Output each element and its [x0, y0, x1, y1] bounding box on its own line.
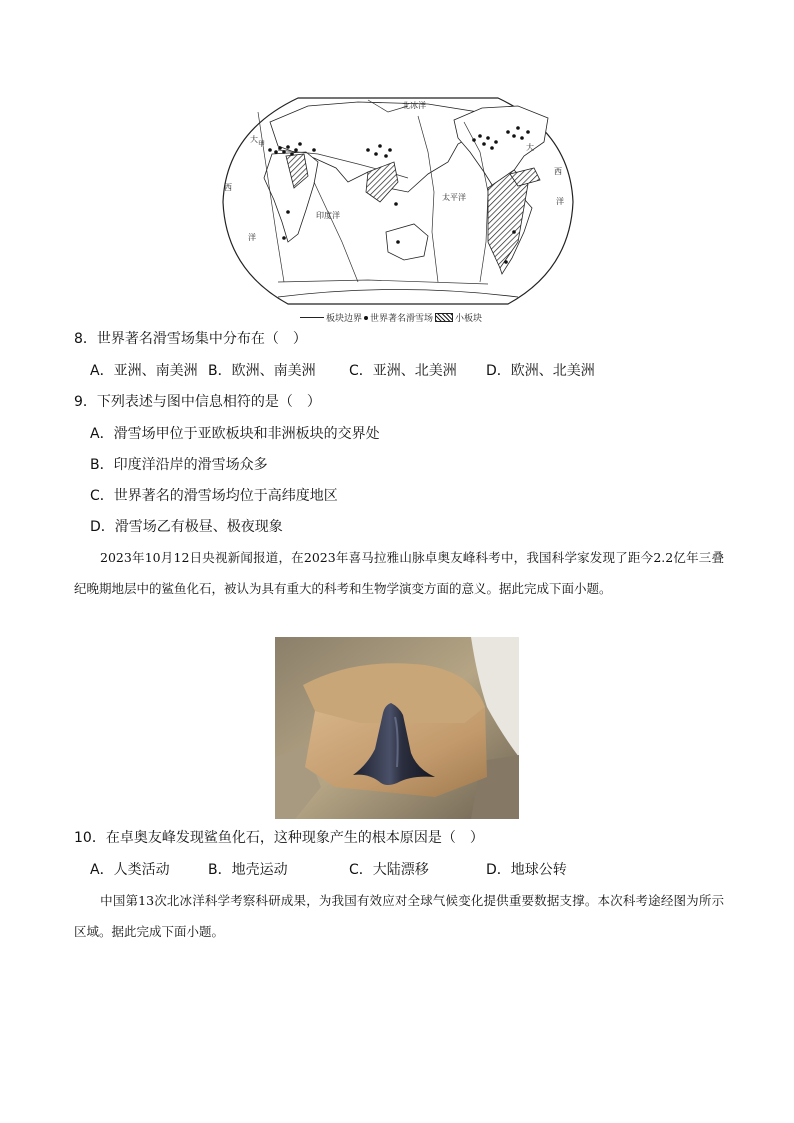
ski-resort-dot [520, 136, 524, 140]
ski-resort-dot [486, 136, 490, 140]
legend-plate-hatch [435, 313, 453, 322]
q10-option-a: A．人类活动 [90, 862, 170, 878]
legend-resort-dot [364, 316, 368, 320]
ski-resort-dot [378, 144, 382, 148]
world-plate-map [218, 92, 578, 324]
passage-shark-fossil [74, 542, 724, 604]
passage-arctic-expedition [74, 885, 724, 947]
legend-boundary-label: 板块边界 [326, 314, 363, 324]
ski-resort-dot [278, 146, 282, 150]
ski-resort-dot [298, 142, 302, 146]
ski-resort-dot [482, 142, 486, 146]
ski-resort-dot [312, 148, 316, 152]
ski-resort-dot [490, 146, 494, 150]
question-8-stem: 8．世界著名滑雪场集中分布在（ ） [74, 331, 307, 347]
label-pacific: 太平洋 [442, 193, 466, 202]
label-atlantic-east-2: 西 [554, 167, 562, 176]
ski-resort-dot [504, 260, 508, 264]
ski-resort-dot [472, 138, 476, 142]
ski-resort-dot [388, 148, 392, 152]
q8-option-a: A．亚洲、南美洲 [90, 363, 198, 379]
ski-resort-dot [526, 130, 530, 134]
q8-option-c: C．亚洲、北美洲 [349, 363, 457, 379]
ski-resort-dot [290, 152, 294, 156]
legend-resort-label: 世界著名滑雪场 [370, 314, 434, 324]
ski-resort-dot [286, 210, 290, 214]
ski-resort-dot [512, 230, 516, 234]
ski-resort-dot [286, 145, 290, 149]
question-10-stem: 10．在卓奥友峰发现鲨鱼化石，这种现象产生的根本原因是（ ） [74, 830, 484, 846]
q9-option-d: D．滑雪场乙有极昼、极夜现象 [90, 519, 283, 535]
q8-option-b: B．欧洲、南美洲 [208, 363, 316, 379]
question-9-stem: 9．下列表述与图中信息相符的是（ ） [74, 394, 321, 410]
label-atlantic-east-3: 洋 [556, 197, 564, 206]
label-atlantic-west-1: 大 [250, 135, 258, 144]
q8-option-d: D．欧洲、北美洲 [486, 363, 595, 379]
ski-resort-dot [506, 130, 510, 134]
ski-resort-dot [478, 134, 482, 138]
passage-shark-fossil-text: 2023年10月12日央视新闻报道，在2023年喜马拉雅山脉卓奥友峰科考中，我国科学家发现了距今2.2亿年三叠纪晚期地层中的鲨鱼化石，被认为具有重大的科考和生物学演变方面的意义。据此完成下面小题。 [74, 550, 724, 596]
passage-arctic-expedition-text: 中国第13次北冰洋科学考察科研成果，为我国有效应对全球气候变化提供重要数据支撑。本次科考途经图为所示区域。据此完成下面小题。 [74, 893, 724, 939]
ski-resort-dot [282, 236, 286, 240]
q10-option-d: D．地球公转 [486, 862, 567, 878]
ski-resort-dot [494, 140, 498, 144]
q10-option-c: C．大陆漂移 [349, 862, 429, 878]
ski-resort-dot [274, 150, 278, 154]
ski-resort-dot [374, 152, 378, 156]
legend-boundary-line [300, 317, 324, 318]
ski-resort-dot [396, 240, 400, 244]
shark-fossil-photo [275, 637, 519, 819]
ski-resort-dot [268, 148, 272, 152]
ski-resort-dot [282, 150, 286, 154]
q9-option-a: A．滑雪场甲位于亚欧板块和非洲板块的交界处 [90, 426, 380, 442]
ski-resort-dot [366, 148, 370, 152]
q9-option-c: C．世界著名的滑雪场均位于高纬度地区 [90, 488, 338, 504]
label-point-jia: 甲 [258, 140, 265, 148]
ski-resort-dot [512, 134, 516, 138]
label-atlantic-east-1: 大 [526, 143, 534, 152]
ski-resort-dot [384, 154, 388, 158]
label-atlantic-west-2: 西 [224, 183, 232, 192]
ski-resort-dot [394, 202, 398, 206]
legend-plate-label: 小板块 [455, 314, 483, 324]
ski-resort-dot [294, 148, 298, 152]
q9-option-b: B．印度洋沿岸的滑雪场众多 [90, 457, 268, 473]
label-arctic: 北冰洋 [402, 101, 426, 110]
q10-option-b: B．地壳运动 [208, 862, 288, 878]
ski-resort-dot [516, 126, 520, 130]
map-legend [300, 311, 482, 324]
label-atlantic-west-3: 洋 [248, 233, 256, 242]
label-indian: 印度洋 [316, 211, 340, 220]
